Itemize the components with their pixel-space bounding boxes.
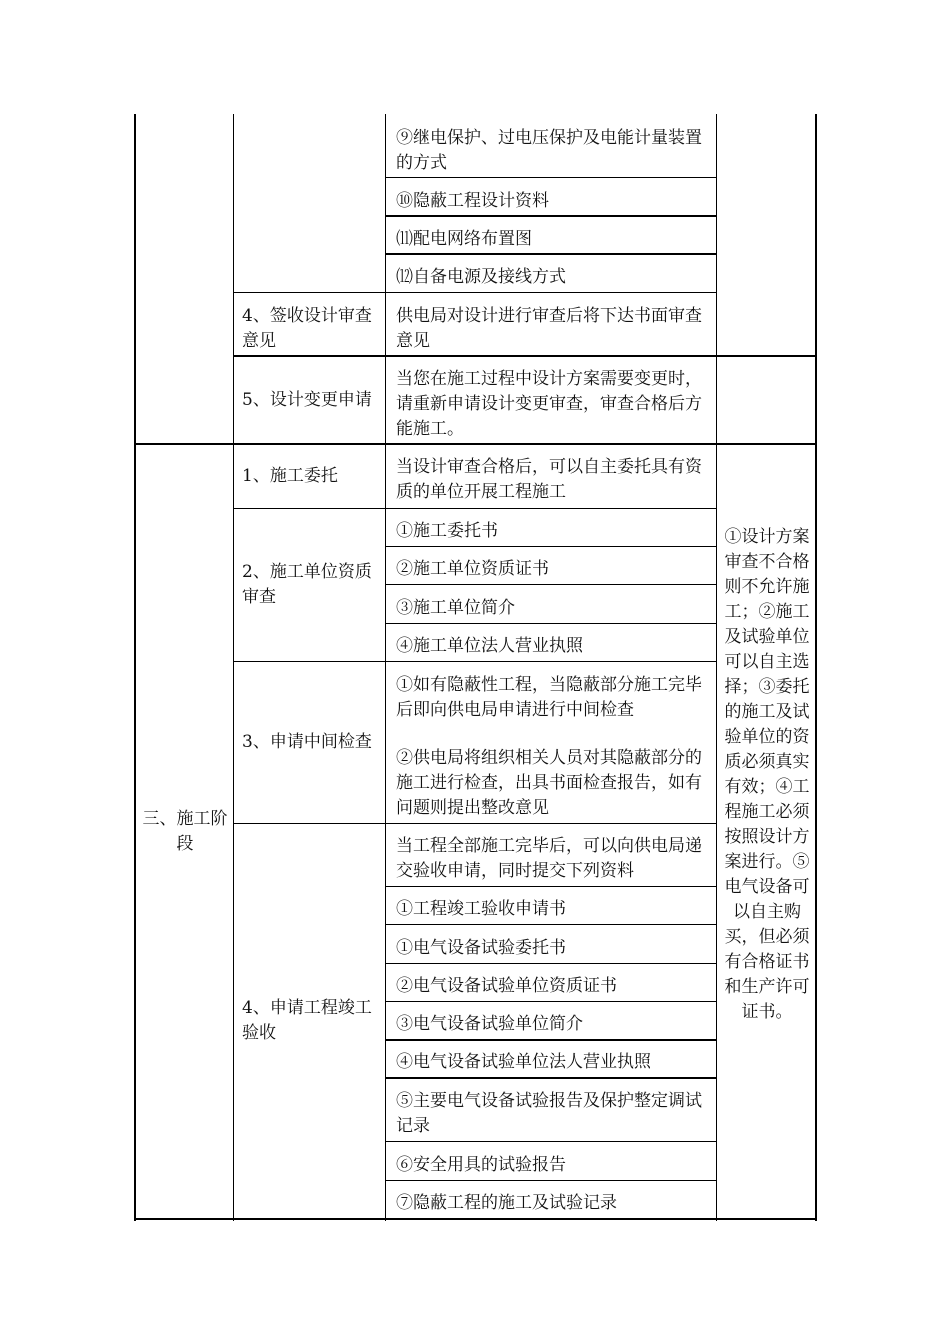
detail-cell: 当工程全部施工完毕后，可以向供电局递交验收申请，同时提交下列资料 xyxy=(396,836,702,881)
row-divider xyxy=(385,177,717,178)
step-cell xyxy=(242,357,382,443)
step-label: 1、施工委托 xyxy=(242,466,338,486)
detail-cell: ④电气设备试验单位法人营业执照 xyxy=(396,1052,651,1072)
row-divider xyxy=(385,253,717,255)
detail-cell: ⑩隐蔽工程设计资料 xyxy=(396,191,549,211)
detail-cell: ①施工委托书 xyxy=(396,521,498,541)
detail-cell: ⑨继电保护、过电压保护及电能计量装置的方式 xyxy=(396,128,702,173)
step-label: 4、申请工程竣工验收 xyxy=(242,998,372,1043)
row-divider xyxy=(385,215,717,217)
column-divider xyxy=(716,114,717,1221)
detail-cell: 当设计审查合格后，可以自主委托具有资质的单位开展工程施工 xyxy=(396,457,702,502)
row-divider xyxy=(385,1077,717,1079)
detail-cell: 供电局对设计进行审查后将下达书面审查意见 xyxy=(396,306,702,351)
row-divider xyxy=(385,1039,717,1041)
detail-cell: ③电气设备试验单位简介 xyxy=(396,1014,583,1034)
row-divider xyxy=(385,584,717,585)
step-cell xyxy=(242,662,382,823)
step-label: 2、施工单位资质审查 xyxy=(242,562,372,607)
step-cell xyxy=(242,509,382,661)
row-divider xyxy=(385,1141,717,1142)
row-divider xyxy=(385,1180,717,1181)
detail-cell: ③施工单位简介 xyxy=(396,598,515,618)
row-divider xyxy=(385,546,717,547)
step-cell: 4、签收设计审查意见 xyxy=(242,306,372,351)
step-cell xyxy=(242,824,382,1218)
detail-cell: 当您在施工过程中设计方案需要变更时，请重新申请设计变更审查，审查合格后方能施工。 xyxy=(396,369,702,439)
row-divider xyxy=(385,1001,717,1002)
step-label: 3、申请中间检查 xyxy=(242,732,372,752)
column-divider xyxy=(385,114,386,1221)
detail-cell: ①如有隐蔽性工程，当隐蔽部分施工完毕后即向供电局申请进行中间检查 xyxy=(396,675,702,720)
row-divider xyxy=(385,963,717,964)
table-border-right xyxy=(815,114,817,1221)
detail-cell: ⑤主要电气设备试验报告及保护整定调试记录 xyxy=(396,1091,702,1136)
detail-cell: ⑦隐蔽工程的施工及试验记录 xyxy=(396,1193,617,1213)
step-label: 5、设计变更申请 xyxy=(242,389,372,410)
detail-cell: ⑥安全用具的试验报告 xyxy=(396,1155,566,1175)
detail-cell: ②施工单位资质证书 xyxy=(396,559,549,579)
column-divider xyxy=(233,114,234,1221)
stage-cell xyxy=(138,445,232,1218)
section-divider xyxy=(134,443,817,445)
detail-cell: ⑾配电网络布置图 xyxy=(396,229,532,249)
detail-cell: ②电气设备试验单位资质证书 xyxy=(396,976,617,996)
detail-cell: ①电气设备试验委托书 xyxy=(396,938,566,958)
table-border-bottom xyxy=(134,1218,817,1220)
note-cell: ①设计方案审查不合格则不允许施工；②施工及试验单位可以自主选择；③委托的施工及试验单位的资质必须真实有效；④工程施工必须按照设计方案进行。⑤电气设备可以自主购买，但必须有合格证书和生产许可证书。 xyxy=(724,527,810,1022)
detail-cell: ①工程竣工验收申请书 xyxy=(396,899,566,919)
row-divider xyxy=(385,623,717,624)
step-cell xyxy=(242,445,382,508)
row-divider xyxy=(385,886,717,887)
table-border-left xyxy=(134,114,136,1221)
detail-cell: ②供电局将组织相关人员对其隐蔽部分的施工进行检查，出具书面检查报告，如有问题则提出整改意见 xyxy=(396,748,702,818)
detail-cell: ⑿自备电源及接线方式 xyxy=(396,267,566,287)
row-divider xyxy=(385,924,717,925)
stage-label: 三、施工阶段 xyxy=(142,808,228,854)
detail-cell: ④施工单位法人营业执照 xyxy=(396,636,583,656)
row-divider xyxy=(233,292,717,293)
